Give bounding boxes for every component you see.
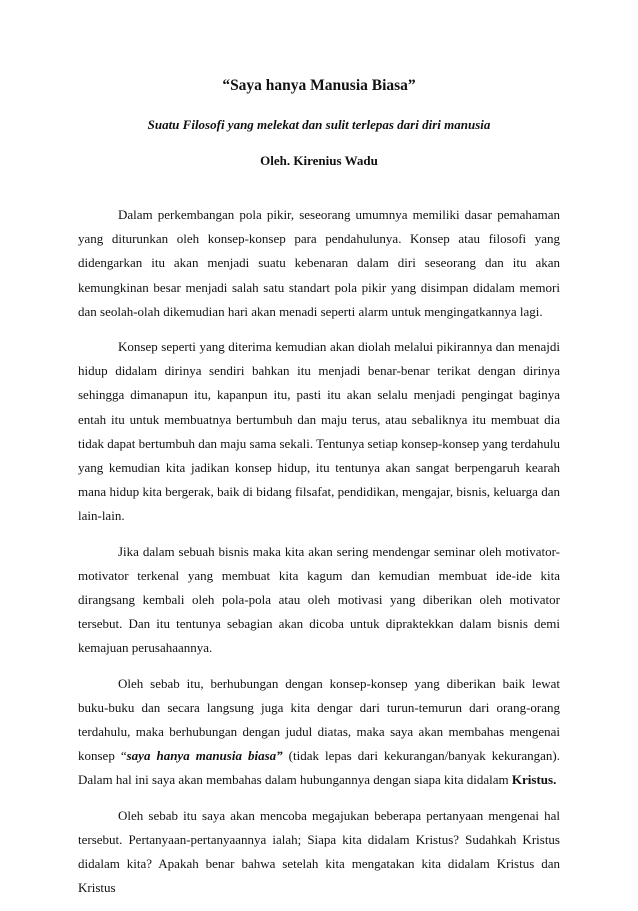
paragraph-text: (tidak lepas dari kekurangan/banyak kekurangan). Dalam hal ini saya akan membahas dalam hubungannya dengan siapa kita didalam: [78, 748, 560, 788]
document-author: Oleh. Kirenius Wadu: [260, 153, 378, 168]
paragraph: Oleh sebab itu saya akan mencoba megajukan beberapa pertanyaan mengenai hal tersebut. Pertanyaan-pertanyaannya ialah; Siapa kita didalam Kristus? Sudahkah Kristus didalam kita? Apakah benar bahwa setelah kita mengatakan kita didalam Kristus dan Kristus: [78, 807, 560, 896]
emphasis-text: saya hanya manusia biasa”: [126, 748, 283, 764]
document-title: “Saya hanya Manusia Biasa”: [222, 77, 416, 94]
paragraph: Jika dalam sebuah bisnis maka kita akan sering mendengar seminar oleh motivator-motivator terkenal yang membuat kita kagum dan kemudian membuat ide-ide kita dirangsang kembali oleh pola-pola atau oleh motivasi yang diberikan oleh motivator tersebut. Dan itu tentunya sebagian akan dicoba untuk dipraktekkan dalam bisnis demi kemajuan perusahaannya.: [78, 543, 560, 656]
paragraph: Dalam perkembangan pola pikir, seseorang umumnya memiliki dasar pemahaman yang diturunkan oleh konsep-konsep para pendahulunya. Konsep atau filosofi yang didengarkan itu akan menjadi suatu kebenaran dalam diri seseorang dan itu akan kemungkinan besar menjadi salah satu standart pola pikir yang disimpan didalam memori dan seolah-olah dikemudian hari akan menadi seperti alarm untuk mengingatkannya lagi.: [78, 207, 560, 319]
document-subtitle: Suatu Filosofi yang melekat dan sulit terlepas dari diri manusia: [147, 117, 491, 132]
document-body: [78, 203, 560, 911]
paragraph: Konsep seperti yang diterima kemudian akan diolah melalui pikirannya dan menajdi hidup didalam dirinya sendiri bahkan itu menjadi benar-benar terikat dengan dirinya sehingga dimanapun itu, kapanpun itu, pasti itu akan selalu menjadi pengingat baginya entah itu untuk membuatnya bertumbuh dan maju terus, atau sebaliknya itu membuat dia tidak dapat bertumbuh dan maju sama sekali. Tentunya setiap konsep-konsep yang terdahulu yang kemudian kita jadikan konsep hidup, itu tentunya akan sangat berpengaruh kearah mana hidup kita bergerak, baik di bidang filsafat, pendidikan, mengajar, bisnis, keluarga dan lain-lain.: [78, 339, 560, 524]
paragraph-text: Oleh sebab itu, berhubungan dengan konsep-konsep yang diberikan baik lewat buku-buku dan secara langsung juga kita dengar dari turun-temurun dari orang-orang terdahulu, maka berhubungan dengan judul diatas, maka saya akan membahas mengenai konsep “: [78, 675, 560, 764]
paragraph: [78, 672, 560, 793]
strong-text: Kristus.: [511, 772, 557, 788]
